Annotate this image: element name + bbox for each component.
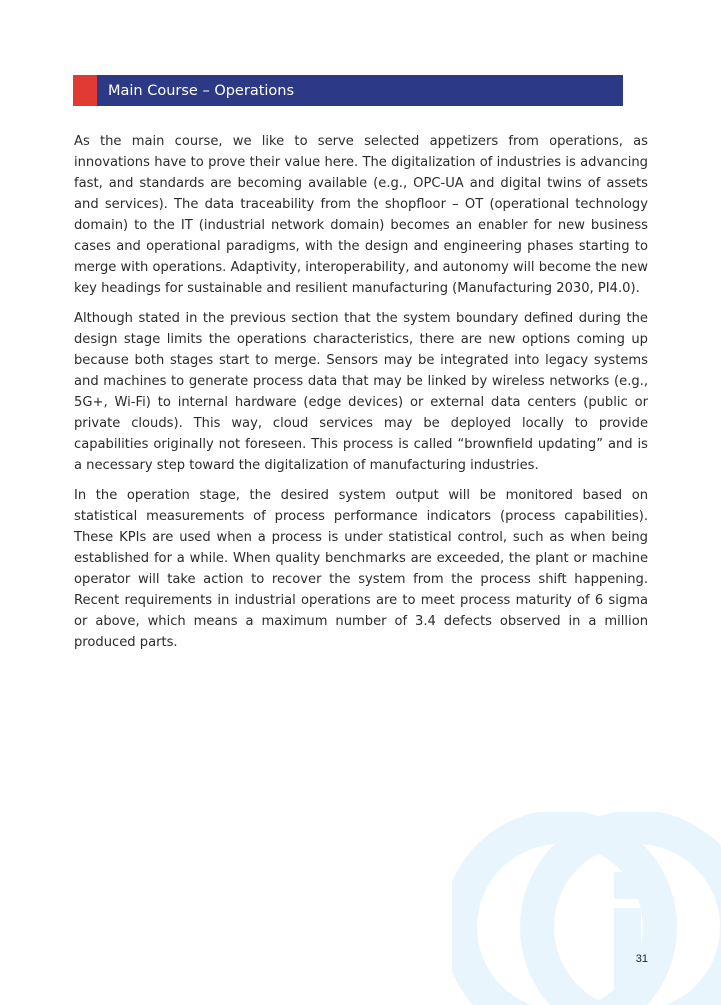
paragraph-3: In the operation stage, the desired system output will be monitored based on statistical measurements of process performance indicators (process capabilities). These KPIs are used when a process is under statistical control, such as when being established for a while. When quality benchmarks are exceeded, the plant or machine operator will take action to recover the system from the process shift happening. Recent requirements in industrial operations are to meet process maturity of 6 sigma or above, which means a maximum number of 3.4 defects observed in a million produced parts. <box>74 488 648 650</box>
page-number: 31 <box>635 953 648 965</box>
section-header-bar <box>73 75 623 106</box>
section-title: Main Course – Operations <box>108 82 295 99</box>
body-text <box>74 131 648 662</box>
header-accent-block <box>73 75 97 106</box>
paragraph-2: Although stated in the previous section that the system boundary defined during the design stage limits the operations characteristics, there are new options coming up because both stages start to merge. Sensors may be integrated into legacy systems and machines to generate process data that may be linked by wireless networks (e.g., 5G+, Wi-Fi) to internal hardware (edge devices) or external data centers (public or private clouds). This way, cloud services may be deployed locally to provide capabilities originally not foreseen. This process is called “brownfield updating” and is a necessary step toward the digitalization of manufacturing industries. <box>74 311 648 473</box>
paragraph-1: As the main course, we like to serve selected appetizers from operations, as innovations have to prove their value here. The digitalization of industries is advancing fast, and standards are becoming available (e.g., OPC-UA and digital twins of assets and services). The data traceability from the shopfloor – OT (operational technology domain) to the IT (industrial network domain) becomes an enabler for new business cases and operational paradigms, with the design and engineering phases starting to merge with operations. Adaptivity, interoperability, and autonomy will become the new key headings for sustainable and resilient manufacturing (Manufacturing 2030, PI4.0). <box>74 134 648 296</box>
logo-watermark-icon <box>452 812 721 1005</box>
